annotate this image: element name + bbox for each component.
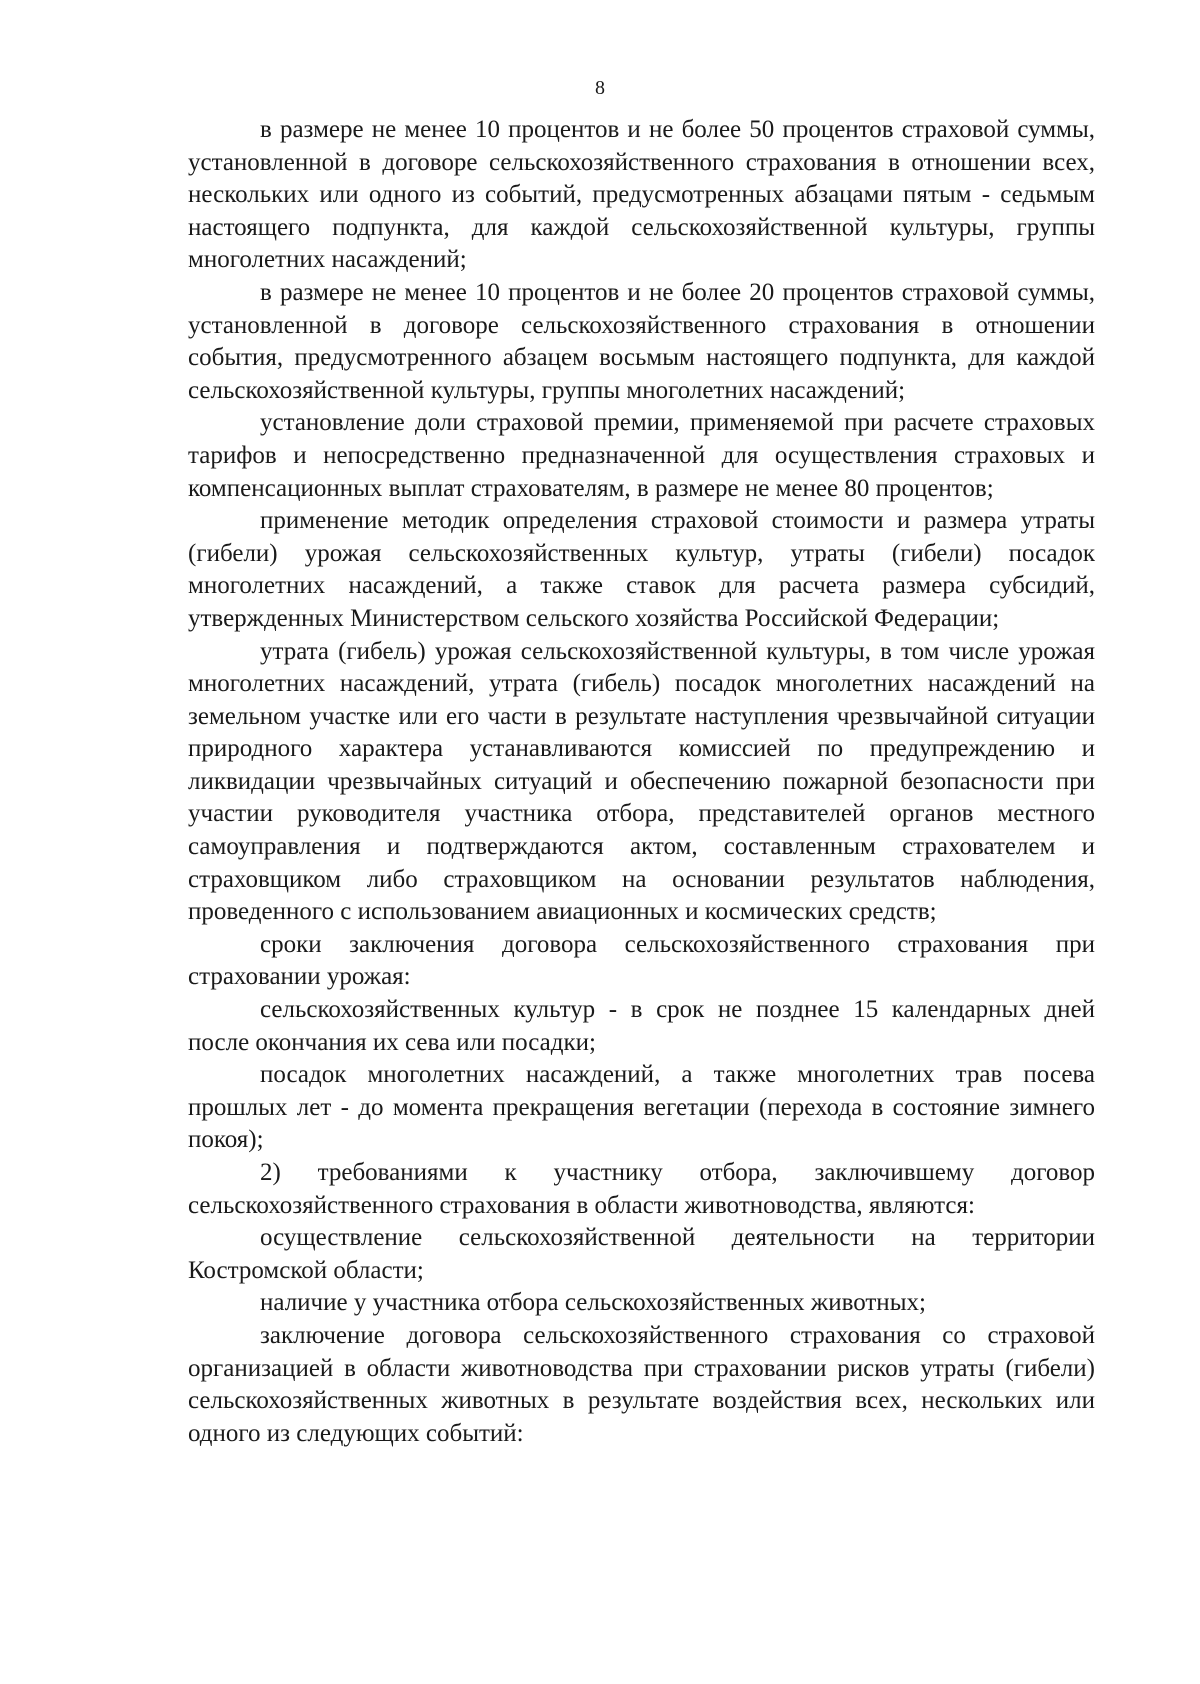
paragraph-insurance-sum-50: в размере не менее 10 процентов и не более 50 процентов страховой суммы, установленной в договоре сельскохозяйственного страхования в отношении всех, нескольких или одного из событий, предусмотренных абзацами пятым - седьмым настоящего подпункта, для каждой сельскохозяйственной культуры, группы многолетних насаждений; [188,116,1095,274]
page-number: 8 [595,77,605,99]
paragraph-livestock-contract: заключение договора сельскохозяйственного страхования со страховой организацией в области животноводства при страховании рисков утраты (гибели) сельскохозяйственных животных в результате воздействия всех, нескольких или одного из следующих событий: [188,1321,1095,1447]
paragraph-methodology: применение методик определения страховой стоимости и размера утраты (гибели) урожая сельскохозяйственных культур, утраты (гибели) посадок многолетних насаждений, а также ставок для расчета размера субсидий, утвержденных Министерством сельского хозяйства Российской Федерации; [188,507,1095,632]
paragraph-kostroma-activity: осуществление сельскохозяйственной деятельности на территории Костромской области; [188,1224,1095,1284]
paragraph-livestock-requirements: 2) требованиями к участнику отбора, заключившему договор сельскохозяйственного страхования в области животноводства, являются: [188,1159,1095,1219]
paragraph-contract-terms: сроки заключения договора сельскохозяйственного страхования при страховании урожая: [188,930,1095,991]
paragraph-insurance-sum-20: в размере не менее 10 процентов и не более 20 процентов страховой суммы, установленной в договоре сельскохозяйственного страхования в отношении события, предусмотренного абзацем восьмым настоящего подпункта, для каждой сельскохозяйственной культуры, группы многолетних насаждений; [188,278,1095,404]
paragraph-animals-presence: наличие у участника отбора сельскохозяйственных животных; [260,1289,926,1317]
document-body [188,114,1095,1450]
paragraph-crop-loss: утрата (гибель) урожая сельскохозяйственной культуры, в том числе урожая многолетних насаждений, утрата (гибель) посадок многолетних насаждений на земельном участке или его части в результате наступления чрезвычайной ситуации природного характера устанавливаются комиссией по предупреждению и ликвидации чрезвычайных ситуаций и обеспечению пожарной безопасности при участии руководителя участника отбора, представителей органов местного самоуправления и подтверждаются актом, составленным страхователем и страховщиком либо страховщиком на основании результатов наблюдения, проведенного с использованием авиационных и космических средств; [188,637,1095,926]
paragraph-crops-deadline: сельскохозяйственных культур - в срок не позднее 15 календарных дней после окончания их сева или посадки; [188,996,1095,1056]
paragraph-perennials-deadline: посадок многолетних насаждений, а также многолетних трав посева прошлых лет - до момента прекращения вегетации (перехода в состояние зимнего покоя); [188,1061,1095,1154]
paragraph-premium-share: установление доли страховой премии, применяемой при расчете страховых тарифов и непосредственно предназначенной для осуществления страховых и компенсационных выплат страхователям, в размере не менее 80 процентов; [188,409,1095,502]
